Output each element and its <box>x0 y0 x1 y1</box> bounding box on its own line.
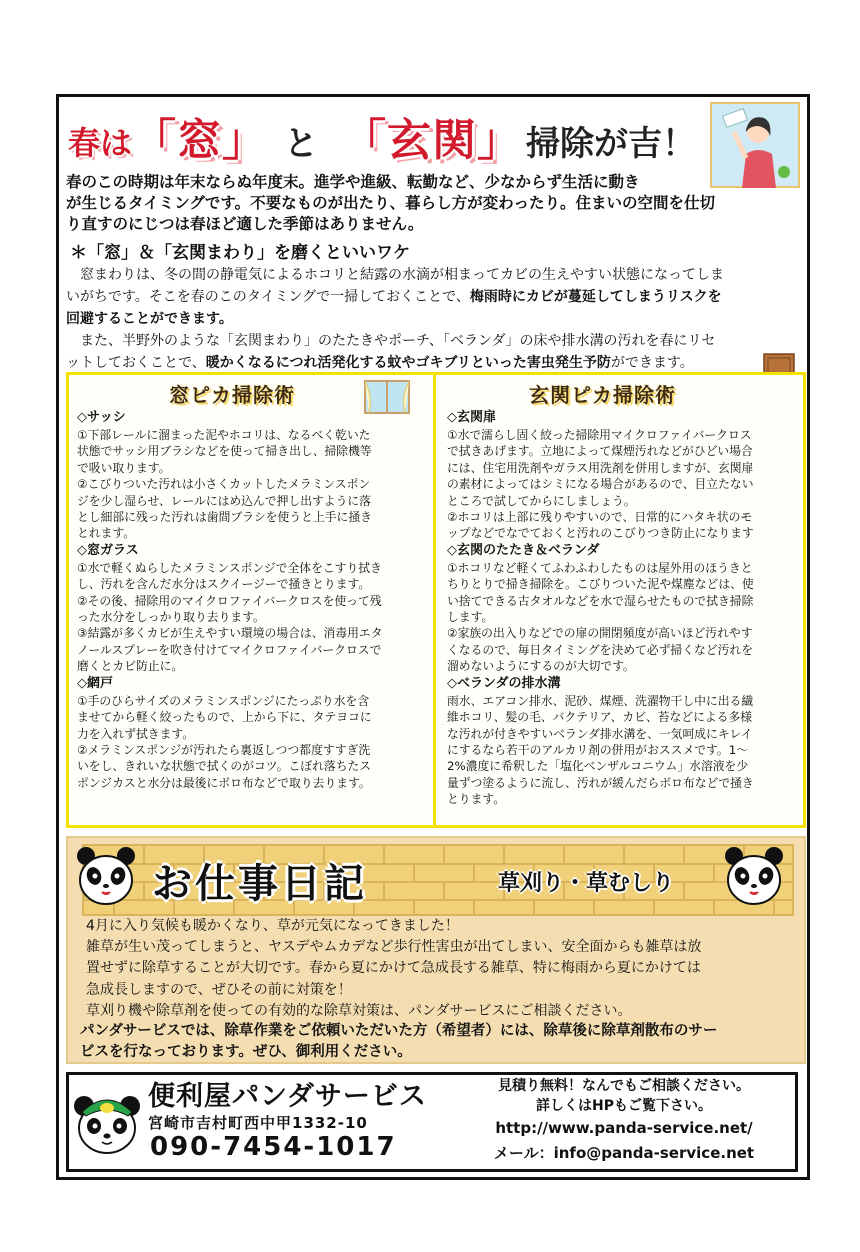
reason-line <box>66 352 806 374</box>
page-title <box>66 104 706 166</box>
tip-heading: ◇サッシ <box>77 410 126 425</box>
tip-line: します。 <box>447 610 494 625</box>
panda-left-icon <box>76 846 136 908</box>
tip-line: ①水で濡らし固く絞った掃除用マイクロファイバークロス <box>447 428 752 442</box>
title-cleaning: 掃除が吉！ <box>526 124 696 164</box>
panda-right-icon <box>722 846 784 908</box>
title-spring: 春は <box>68 124 133 162</box>
tip-line: 維ホコリ、髪の毛、バクテリア、カビ、苔などによる多様 <box>447 710 753 725</box>
tip-line: ③結露が多くカビが生えやすい環境の場合は、消毒用エタ <box>77 626 383 641</box>
entrance-column-title: 玄関ピカ掃除術 <box>529 383 676 407</box>
tip-line: い捨てできる古タオルなどを水で湿らせたもので拭き掃除 <box>447 593 754 608</box>
website-link[interactable]: http://www.panda-service.net/ <box>495 1119 753 1137</box>
cleaning-tips-section <box>66 372 806 828</box>
tip-line: ちりとりで掃き掃除を。こびりついた泥や煤塵などは、使 <box>447 577 754 592</box>
reason-line <box>66 308 806 330</box>
business-name: 便利屋パンダサービス <box>148 1081 427 1112</box>
business-address: 宮崎市吉村町西中甲1332-10 <box>148 1114 368 1132</box>
diary-subtitle: 草刈り・草むしり <box>498 871 675 896</box>
diary-line: 置せずに除草することが大切です。春から夏にかけて急成長する雑草、特に梅雨から夏にかけては <box>86 960 701 977</box>
diary-service-note <box>80 1021 717 1063</box>
title-and: と <box>284 124 318 164</box>
tip-line: ポンジカスと水分は最後にボロ布などで取り去ります。 <box>77 775 371 790</box>
tip-line: 力を入れず拭きます。 <box>77 726 195 741</box>
tip-line: ①水で軽くぬらしたメラミンスポンジで全体をこすり拭き <box>77 560 382 575</box>
contact-info <box>454 1076 794 1166</box>
tip-line: ①下部レールに溜まった泥やホコリは、なるべく乾いた <box>77 428 371 442</box>
tip-heading: ◇窓ガラス <box>77 542 139 558</box>
diary-body <box>86 916 796 1022</box>
tip-line: 磨くとカビ防止に。 <box>77 659 184 674</box>
tip-line: ノールスプレーを吹き付けてマイクロファイバークロスで <box>77 642 382 657</box>
tip-line: 2%濃度に希釈した「塩化ベンザルコニウム」水溶液を少 <box>447 759 749 774</box>
entrance-cleaning-column <box>439 375 803 825</box>
title-window: 「窓」 <box>132 115 267 166</box>
diary-note-line: パンダサービスでは、除草作業をご依頼いただいた方（希望者）には、除草後に除草剤散布のサー <box>80 1023 718 1039</box>
tip-line: には、住宅用洗剤やガラス用洗剤を併用しますが、玄関扉 <box>447 460 754 475</box>
tip-line: った水分をしっかり取り去ります。 <box>77 610 265 625</box>
tip-line: し、汚れを含んだ水分はスクイージーで掻きとります。 <box>77 577 371 592</box>
diary-line: 急成長しますので、ぜひその前に対策を！ <box>86 981 352 998</box>
tip-heading: ◇網戸 <box>77 675 113 691</box>
diary-line: 雑草が生い茂ってしまうと、ヤスデやムカデなど歩行性害虫が出てしまい、安全面からも雑草は放 <box>86 939 702 956</box>
tip-line: 雨水、エアコン排水、泥砂、煤煙、洗濯物干し中に出る繊 <box>447 693 754 708</box>
tip-line: ②ホコリは上部に残りやすいので、日常的にハタキ状のモ <box>447 510 753 525</box>
tip-line: にするなら若干のアルカリ剤の併用がおススメです。1～ <box>447 742 749 757</box>
tip-line: 状態でサッシ用ブラシなどを使って掃き出し、掃除機等 <box>77 444 372 459</box>
tip-line: ジを少し湿らせ、レールにはめ込んで押し出すように落 <box>77 493 371 508</box>
diary-title: お仕事日記 <box>152 861 367 907</box>
phone-number[interactable]: 090-7454-1017 <box>150 1132 397 1162</box>
reason-text: いがちです。そこを春のこのタイミングで一掃しておくことで、 <box>66 289 470 305</box>
tip-heading: ◇ベランダの排水溝 <box>447 675 561 691</box>
tip-line: な汚れが付きやすいベランダ排水溝を、一気呵成にキレイ <box>447 726 753 741</box>
tip-line: くなるので、毎日タイミングを決めて必ず掃くなど汚れを <box>447 642 754 657</box>
intro-line: 春のこの時期は年末ならぬ年度末。進学や進級、転勤など、少なからず生活に動き <box>66 173 640 191</box>
tip-heading: ◇玄関扉 <box>447 410 496 425</box>
entrance-tips-text <box>447 409 754 808</box>
tip-line: で拭きあげます。立地によって煤煙汚れなどがひどい場合 <box>447 444 753 459</box>
tip-line: ②家族の出入りなどでの扉の開閉頻度が高いほど汚れやす <box>447 626 753 641</box>
tip-line: ①ホコリなど軽くてふわふわしたものは屋外用のほうきと <box>447 560 753 575</box>
tip-line: 溜めないようにするのが大切です。 <box>447 659 635 674</box>
reason-emphasis: 暖かくなるにつれ活発化する蚊やゴキブリといった害虫発生予防 <box>205 355 611 371</box>
reason-line: 窓まわりは、冬の間の静電気によるホコリと結露の水滴が相まってカビの生えやすい状態になってしま <box>66 267 724 283</box>
reason-emphasis: 梅雨時にカビが蔓延してしまうリスクを <box>469 289 722 305</box>
tip-line: ②メラミンスポンジが汚れたら裏返しつつ都度すすぎ洗 <box>77 742 371 757</box>
tip-line: とれます。 <box>77 526 136 541</box>
email-link[interactable]: メール：info@panda-service.net <box>493 1144 755 1162</box>
section-heading-reason: ＊「窓」＆「玄関まわり」を磨くといいワケ <box>70 243 410 263</box>
tip-line: ②こびりついた汚れは小さくカットしたメラミンスポン <box>77 477 371 492</box>
see-website-text: 詳しくはHPもご覧下さい。 <box>536 1098 712 1114</box>
diary-note-line: ビスを行なっております。ぜひ、御利用ください。 <box>80 1044 412 1060</box>
tip-line: ップなどでなでておくと汚れのこびりつき防止になります <box>447 526 754 541</box>
tip-heading: ◇玄関のたたき＆ベランダ <box>447 542 600 558</box>
panda-mascot-logo <box>72 1086 142 1156</box>
window-tips-text <box>77 409 383 791</box>
intro-line: り直すのにじつは春ほど適した季節はありません。 <box>66 215 424 233</box>
diary-line: 草刈り機や除草剤を使っての有効的な除草対策は、パンダサービスにご相談ください。 <box>86 1002 632 1019</box>
window-cleaning-column <box>69 375 436 825</box>
reason-paragraph <box>66 264 806 374</box>
tip-line: ①手のひらサイズのメラミンスポンジにたっぷり水を含 <box>77 693 370 708</box>
tip-line: 量ずつ塗るように流し、汚れが緩んだらボロ布などで掻き <box>447 775 754 790</box>
tip-line: の素材によってはシミになる場合があるので、目立たない <box>447 477 754 492</box>
diary-line: 4月に入り気候も暖かくなり、草が元気になってきました！ <box>86 918 459 934</box>
reason-line <box>66 286 806 308</box>
window-column-title: 窓ピカ掃除術 <box>169 383 295 407</box>
title-entrance: 「玄関」 <box>342 115 522 166</box>
reason-line: また、半野外のような「玄関まわり」のたたきやポーチ、「ベランダ」の床や排水溝の汚れを春にリセ <box>66 333 716 349</box>
reason-text: ットしておくことで、 <box>66 355 206 371</box>
intro-line: が生じるタイミングです。不要なものが出たり、暮らし方が変わったり。住まいの空間を仕切 <box>66 194 715 212</box>
tip-line: で吸い取ります。 <box>77 460 171 475</box>
tip-line: とります。 <box>447 792 506 807</box>
tip-line: とし細部に残った汚れは歯間ブラシを使うと上手に掻き <box>77 510 372 525</box>
reason-emphasis: 回避することができます。 <box>66 311 233 327</box>
tip-line: ②その後、掃除用のマイクロファイバークロスを使って残 <box>77 593 382 608</box>
intro-paragraph <box>66 172 806 235</box>
reason-text: ができます。 <box>610 355 694 371</box>
tip-line: ませてから軽く絞ったもので、上から下に、タテヨコに <box>77 710 372 725</box>
tip-line: いをし、きれいな状態で拭くのがコツ。こぼれ落ちたス <box>77 759 372 774</box>
free-estimate-text: 見積り無料！なんでもご相談ください。 <box>498 1078 750 1094</box>
tip-line: ところで試してからにしましょう。 <box>447 493 636 508</box>
